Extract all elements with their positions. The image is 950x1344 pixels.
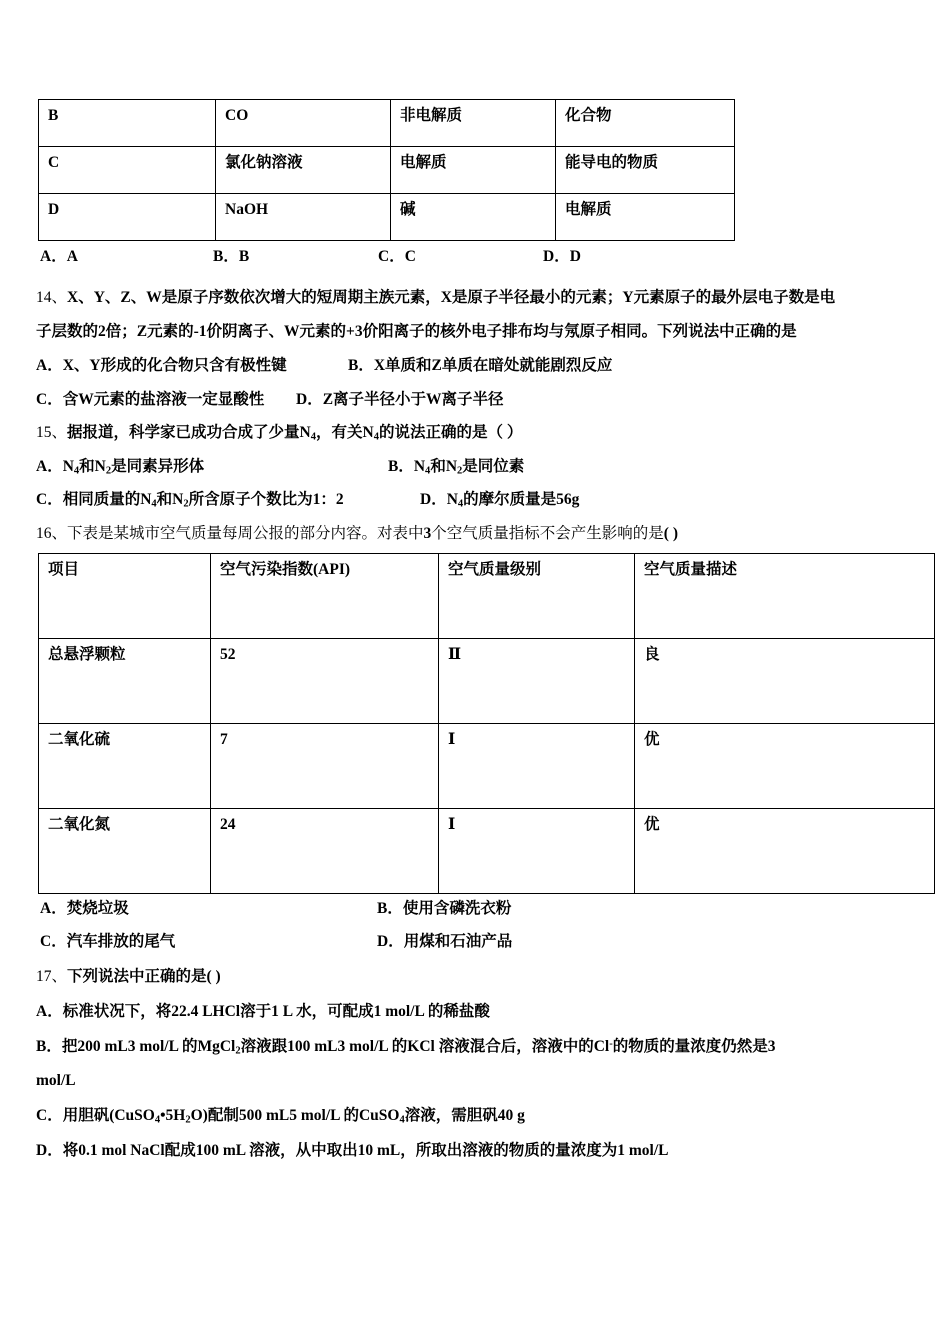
q13-option-b[interactable] — [213, 247, 249, 266]
q15-stem — [36, 423, 522, 443]
table-cell: NaOH — [216, 194, 391, 241]
option-text: 含W元素的盐溶液一定显酸性 — [62, 391, 265, 408]
table-row — [39, 147, 735, 194]
table-row — [39, 724, 935, 809]
option-label: A． — [36, 458, 63, 475]
option-text: 溶液，需胆矾40 g — [404, 1107, 525, 1124]
subscript: 2 — [185, 1114, 191, 1126]
table-cell: C — [39, 147, 216, 194]
table-cell: Ⅰ — [439, 809, 635, 894]
table-cell: 非电解质 — [391, 100, 556, 147]
table-header-row — [39, 554, 935, 639]
option-text: 和N — [156, 491, 184, 508]
subscript: 2 — [457, 465, 463, 477]
table-cell: 化合物 — [556, 100, 735, 147]
table-cell: D — [39, 194, 216, 241]
q14-number: 14、 — [36, 289, 68, 306]
option-label: D． — [543, 248, 570, 265]
table-cell: B — [39, 100, 216, 147]
option-label: A． — [40, 248, 67, 265]
table-cell: 优 — [635, 724, 935, 809]
option-label: D． — [420, 491, 447, 508]
option-text: D — [569, 248, 581, 265]
option-text: 的物质的量浓度仍然是3 — [612, 1038, 776, 1055]
option-text: 是同素异形体 — [111, 458, 205, 475]
q15-option-d[interactable] — [420, 490, 579, 510]
q14-option-b[interactable] — [348, 356, 612, 375]
table-row — [39, 100, 735, 147]
option-text: 将0.1 mol NaCl配成100 mL 溶液，从中取出10 mL，所取出溶液的物质的量浓度为1 mol/L — [62, 1142, 669, 1159]
subscript: 2 — [183, 498, 189, 510]
q14-stem-line2: 子层数的2倍；Z元素的-1价阴离子、W元素的+3价阳离子的核外电子排布均与氖原子相同。下列说法中正确的是 — [36, 323, 797, 340]
option-text: 和N — [430, 458, 458, 475]
option-text: 使用含磷洗衣粉 — [402, 900, 512, 917]
option-text: C — [404, 248, 416, 265]
option-text: 汽车排放的尾气 — [66, 933, 176, 950]
q16-option-c[interactable] — [40, 932, 175, 951]
q17-option-a[interactable] — [36, 1002, 490, 1021]
option-text: B — [238, 248, 250, 265]
superscript: - — [609, 1038, 613, 1050]
table-cell: 能导电的物质 — [556, 147, 735, 194]
q17-stem — [36, 967, 221, 986]
option-label: A． — [40, 900, 67, 917]
subscript: 2 — [105, 465, 112, 477]
table-cell: CO — [216, 100, 391, 147]
q16-stem-blank: ( ) — [663, 525, 678, 542]
option-text: •5H — [160, 1107, 186, 1124]
table-cell: 7 — [211, 724, 439, 809]
q15-stem-post: 的说法正确的是（ ） — [378, 424, 523, 441]
q13-option-d[interactable] — [543, 247, 581, 266]
table-cell: 52 — [211, 639, 439, 724]
subscript: 4 — [310, 431, 316, 443]
subscript: 4 — [399, 1114, 405, 1126]
option-label: B． — [36, 1038, 62, 1055]
column-header: 空气质量级别 — [439, 554, 635, 639]
q15-stem-pre: 据报道，科学家已成功合成了少量N — [67, 424, 311, 441]
q16-stem-emphasis: 3 — [423, 525, 432, 542]
table-cell: 电解质 — [391, 147, 556, 194]
option-label: A． — [36, 357, 63, 374]
q17-number: 17、 — [36, 968, 68, 985]
column-header: 项目 — [39, 554, 211, 639]
option-text: X单质和Z单质在暗处就能剧烈反应 — [373, 357, 613, 374]
table-row — [39, 639, 935, 724]
q14-stem-text: X、Y、Z、W是原子序数依次增大的短周期主族元素，X是原子半径最小的元素；Y元素原子的最外层电子数是电 — [67, 289, 836, 306]
option-label: D． — [296, 391, 323, 408]
q16-stem-pre: 下表是某城市空气质量每周公报的部分内容。对表中 — [67, 525, 424, 542]
subscript: 4 — [151, 498, 157, 510]
table-cell: Ⅰ — [439, 724, 635, 809]
option-text: 用煤和石油产品 — [403, 933, 513, 950]
q17-option-d[interactable] — [36, 1141, 669, 1160]
option-label: D． — [36, 1142, 63, 1159]
q16-number: 16、 — [36, 525, 68, 542]
option-text: 把200 mL3 mol/L 的MgCl — [61, 1038, 236, 1055]
option-label: B． — [377, 900, 403, 917]
option-text: 所含原子个数比为1：2 — [188, 491, 344, 508]
q16-stem-mid: 个空气质量指标不会产生影响的是 — [431, 525, 664, 542]
option-text: 的摩尔质量是56g — [463, 491, 580, 508]
option-label: C． — [40, 933, 67, 950]
table-cell: 二氧化氮 — [39, 809, 211, 894]
q14-option-d[interactable] — [296, 390, 504, 409]
air-quality-table — [38, 553, 935, 894]
subscript: 4 — [373, 431, 379, 443]
table-cell: 碱 — [391, 194, 556, 241]
q17-option-b-line2: mol/L — [36, 1072, 76, 1089]
option-label: B． — [388, 458, 414, 475]
q16-option-b[interactable] — [377, 899, 511, 918]
option-text: 是同位素 — [462, 458, 525, 475]
q16-stem — [36, 524, 678, 543]
table-row — [39, 194, 735, 241]
table-cell: 氯化钠溶液 — [216, 147, 391, 194]
table-cell: 优 — [635, 809, 935, 894]
option-text: 标准状况下，将22.4 LHCl溶于1 L 水，可配成1 mol/L 的稀盐酸 — [62, 1003, 490, 1020]
subscript: 4 — [457, 498, 464, 510]
subscript: 2 — [235, 1045, 241, 1057]
q15-number: 15、 — [36, 424, 68, 441]
table-cell: 电解质 — [556, 194, 735, 241]
subscript: 4 — [73, 465, 80, 477]
q15-option-b[interactable] — [388, 457, 524, 477]
q16-option-d[interactable] — [377, 932, 512, 951]
option-label: C． — [378, 248, 405, 265]
subscript: 4 — [154, 1114, 161, 1126]
classification-table — [38, 99, 735, 241]
q14-option-a[interactable] — [36, 356, 287, 375]
option-text: N — [62, 458, 74, 475]
q13-option-a[interactable] — [40, 247, 78, 266]
option-text: X、Y形成的化合物只含有极性键 — [62, 357, 287, 374]
option-text: 溶液跟100 mL3 mol/L 的KCl 溶液混合后，溶液中的Cl — [240, 1038, 610, 1055]
option-text: 用胆矾(CuSO — [62, 1107, 155, 1124]
option-text: A — [66, 248, 78, 265]
option-label: B． — [213, 248, 239, 265]
option-text: 焚烧垃圾 — [66, 900, 129, 917]
table-row — [39, 809, 935, 894]
column-header: 空气质量描述 — [635, 554, 935, 639]
option-text: N — [413, 458, 426, 475]
q17-stem-text: 下列说法中正确的是( ) — [67, 968, 221, 985]
option-label: B． — [348, 357, 374, 374]
option-text: Z离子半径小于W离子半径 — [322, 391, 504, 408]
q15-option-a[interactable] — [36, 457, 204, 477]
table-cell: 二氧化硫 — [39, 724, 211, 809]
q17-option-b[interactable] — [36, 1037, 775, 1057]
q17-option-c[interactable] — [36, 1106, 525, 1126]
table-cell: 24 — [211, 809, 439, 894]
table-cell: 良 — [635, 639, 935, 724]
column-header: 空气污染指数(API) — [211, 554, 439, 639]
q16-option-a[interactable] — [40, 899, 129, 918]
q15-stem-mid: ，有关N — [315, 424, 374, 441]
option-text: N — [446, 491, 458, 508]
option-label: C． — [36, 391, 63, 408]
q15-option-c[interactable] — [36, 490, 344, 510]
option-label: D． — [377, 933, 404, 950]
q14-stem-line1 — [36, 288, 835, 307]
option-text: 相同质量的N — [62, 491, 152, 508]
subscript: 4 — [425, 465, 431, 477]
table-cell: 总悬浮颗粒 — [39, 639, 211, 724]
option-text: 和N — [79, 458, 106, 475]
table-cell: Ⅱ — [439, 639, 635, 724]
q13-option-c[interactable] — [378, 247, 416, 266]
option-label: C． — [36, 1107, 63, 1124]
option-label: A． — [36, 1003, 63, 1020]
q14-option-c[interactable] — [36, 390, 264, 409]
option-label: C． — [36, 491, 63, 508]
option-text: O)配制500 mL5 mol/L 的CuSO — [190, 1107, 400, 1124]
